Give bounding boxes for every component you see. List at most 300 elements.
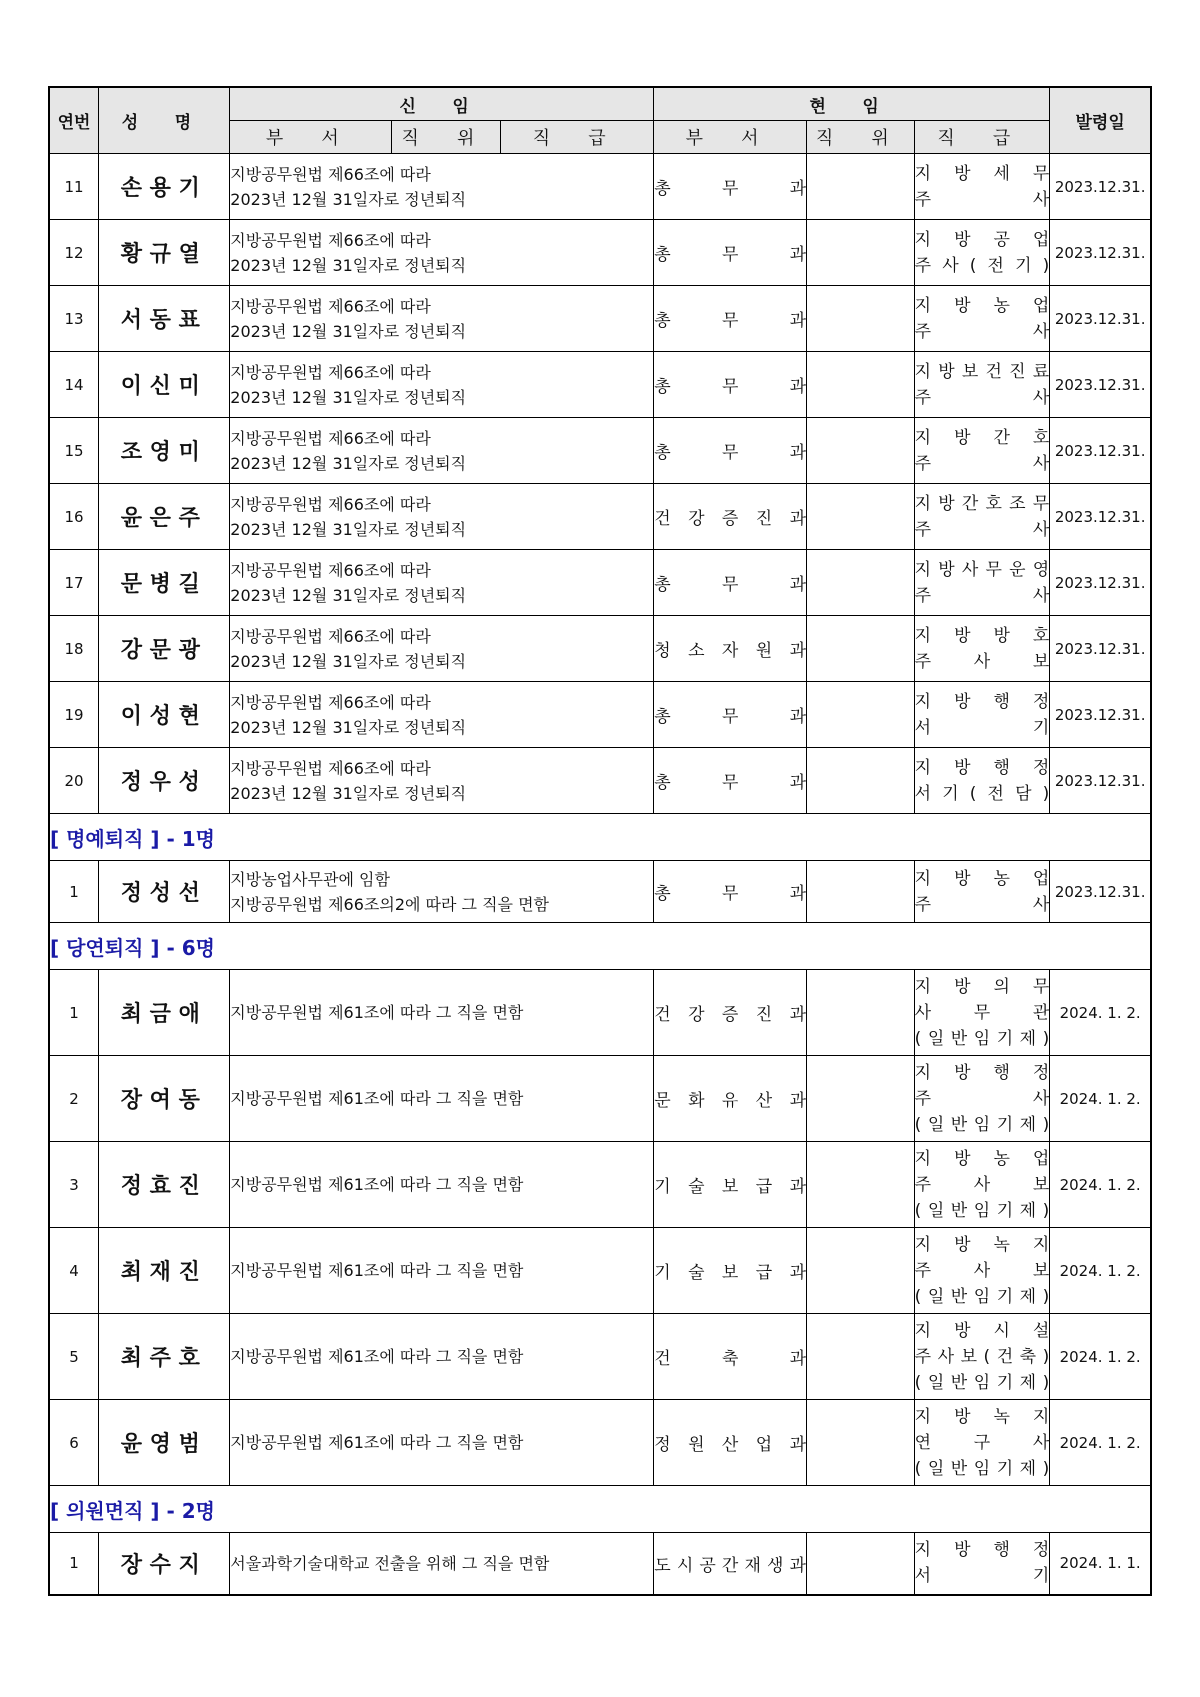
char: 주 — [914, 189, 932, 210]
char: 일 — [927, 1200, 945, 1221]
row-number: 19 — [49, 682, 99, 748]
char: 과 — [789, 1091, 807, 1111]
order-date: 2023.12.31. — [1050, 861, 1151, 923]
char: 사 — [937, 1346, 955, 1367]
char: 과 — [789, 641, 807, 661]
char: 일 — [927, 1114, 945, 1135]
char: 지 — [914, 163, 932, 184]
char: 사 — [1032, 519, 1050, 540]
current-position — [807, 970, 915, 1056]
char: 무 — [721, 377, 739, 397]
char: 증 — [721, 509, 739, 529]
char: 건 — [654, 1349, 671, 1369]
char: ) — [1042, 255, 1050, 276]
char: 임 — [973, 1114, 991, 1135]
order-date: 2024. 1. 2. — [1050, 1314, 1151, 1400]
char: 총 — [654, 245, 671, 265]
char: ( — [914, 1028, 922, 1049]
current-dept — [654, 1228, 807, 1314]
char: 반 — [950, 1286, 968, 1307]
char: 방 — [954, 295, 971, 316]
reason-line-1: 지방공무원법 제66조에 따라 — [230, 428, 431, 448]
current-grade — [914, 352, 1050, 418]
char: 총 — [654, 179, 671, 199]
char: 업 — [1032, 868, 1050, 889]
current-grade — [914, 1056, 1050, 1142]
char: 정 — [1032, 691, 1050, 712]
header-new-dept: 부 서 — [230, 121, 391, 154]
char: 방 — [954, 868, 971, 889]
char: 방 — [954, 1148, 971, 1169]
char: 과 — [789, 377, 807, 397]
char: 자 — [721, 641, 739, 661]
reason-line-2: 2023년 12월 31일자로 정년퇴직 — [230, 651, 467, 671]
current-position — [807, 861, 915, 923]
person-name: 윤은주 — [99, 484, 230, 550]
char: 보 — [1032, 651, 1050, 672]
char: 조 — [1009, 493, 1026, 514]
char: 과 — [789, 1263, 807, 1283]
char: 간 — [993, 427, 1010, 448]
char: 유 — [721, 1091, 739, 1111]
char: 기 — [942, 783, 959, 804]
char: 총 — [654, 377, 671, 397]
reason-line-1: 지방공무원법 제66조에 따라 — [230, 560, 431, 580]
char: 급 — [755, 1177, 773, 1197]
char: ) — [1042, 1346, 1050, 1367]
new-appointment-reason — [230, 970, 654, 1056]
new-appointment-reason — [230, 220, 654, 286]
char: 사 — [1032, 585, 1050, 606]
char: ) — [1042, 1286, 1050, 1307]
char: ( — [914, 1458, 922, 1479]
header-current-position: 직 위 — [807, 121, 915, 154]
char: 지 — [914, 625, 932, 646]
person-name: 이신미 — [99, 352, 230, 418]
char: 과 — [789, 707, 807, 727]
char: 방 — [938, 493, 955, 514]
current-grade — [914, 418, 1050, 484]
reason-line-1: 지방공무원법 제61조에 따라 그 직을 면함 — [230, 1175, 524, 1194]
char: ) — [1042, 1458, 1050, 1479]
char: 진 — [755, 1005, 773, 1025]
new-appointment-reason — [230, 352, 654, 418]
reason-line-1: 지방공무원법 제61조에 따라 그 직을 면함 — [230, 1347, 524, 1366]
order-date: 2024. 1. 2. — [1050, 970, 1151, 1056]
reason-line-2: 2023년 12월 31일자로 정년퇴직 — [230, 387, 467, 407]
person-name: 최주호 — [99, 1314, 230, 1400]
reason-line-2: 2023년 12월 31일자로 정년퇴직 — [230, 321, 467, 341]
current-position — [807, 550, 915, 616]
reason-line-1: 지방공무원법 제61조에 따라 그 직을 면함 — [230, 1089, 524, 1108]
char: 주 — [914, 894, 932, 915]
char: 과 — [789, 773, 807, 793]
char: 지 — [914, 361, 932, 382]
char: 방 — [954, 229, 971, 250]
char: 일 — [927, 1028, 945, 1049]
reason-line-2: 2023년 12월 31일자로 정년퇴직 — [230, 519, 467, 539]
current-dept — [654, 1142, 807, 1228]
char: 지 — [914, 757, 932, 778]
order-date: 2023.12.31. — [1050, 220, 1151, 286]
char: 기 — [996, 1372, 1014, 1393]
table-row — [49, 861, 1151, 923]
char: 산 — [755, 1091, 773, 1111]
new-appointment-reason — [230, 550, 654, 616]
char: 사 — [961, 559, 979, 580]
char: 주 — [914, 453, 932, 474]
reason-line-1: 지방공무원법 제61조에 따라 그 직을 면함 — [230, 1433, 524, 1452]
new-appointment-reason — [230, 484, 654, 550]
char: 주 — [914, 1088, 932, 1109]
current-dept — [654, 1056, 807, 1142]
char: 사 — [914, 1002, 932, 1023]
row-number: 3 — [49, 1142, 99, 1228]
row-number: 5 — [49, 1314, 99, 1400]
current-position — [807, 682, 915, 748]
char: ( — [914, 1114, 922, 1135]
char: 과 — [789, 1005, 807, 1025]
char: 반 — [950, 1458, 968, 1479]
current-grade — [914, 1314, 1050, 1400]
char: 시 — [676, 1555, 694, 1576]
char: 임 — [973, 1458, 991, 1479]
char: 기 — [1032, 1566, 1050, 1587]
table-row — [49, 550, 1151, 616]
new-appointment-reason — [230, 418, 654, 484]
char: 과 — [789, 509, 807, 529]
char: 녹 — [993, 1234, 1010, 1255]
char: 반 — [950, 1200, 968, 1221]
current-position — [807, 616, 915, 682]
char: ( — [983, 1346, 991, 1367]
table-row — [49, 1056, 1151, 1142]
char: 총 — [654, 773, 671, 793]
person-name: 손용기 — [99, 154, 230, 220]
person-name: 강문광 — [99, 616, 230, 682]
person-name: 황규열 — [99, 220, 230, 286]
char: ( — [969, 783, 977, 804]
char: 지 — [914, 1234, 932, 1255]
char: 사 — [1032, 894, 1050, 915]
current-position — [807, 220, 915, 286]
char: 기 — [996, 1286, 1014, 1307]
char: 업 — [755, 1435, 773, 1455]
char: 총 — [654, 311, 671, 331]
char: 도 — [654, 1555, 671, 1576]
char: 방 — [938, 559, 955, 580]
reason-line-2: 2023년 12월 31일자로 정년퇴직 — [230, 783, 467, 803]
char: 사 — [1032, 387, 1050, 408]
char: 운 — [1009, 559, 1026, 580]
person-name: 최금애 — [99, 970, 230, 1056]
order-date: 2024. 1. 2. — [1050, 1400, 1151, 1486]
person-name: 장여동 — [99, 1056, 230, 1142]
char: 담 — [1015, 783, 1032, 804]
char: ) — [1042, 1200, 1050, 1221]
char: 방 — [954, 1234, 971, 1255]
char: 무 — [721, 311, 739, 331]
char: 기 — [996, 1114, 1014, 1135]
table-row — [49, 1142, 1151, 1228]
row-number: 12 — [49, 220, 99, 286]
char: ) — [1042, 1028, 1050, 1049]
header-current-grade: 직 급 — [914, 121, 1050, 154]
char: 주 — [914, 585, 932, 606]
current-position — [807, 1142, 915, 1228]
char: ) — [1042, 1372, 1050, 1393]
person-name: 정효진 — [99, 1142, 230, 1228]
char: 증 — [721, 1005, 739, 1025]
char: 지 — [914, 229, 932, 250]
table-row — [49, 1314, 1151, 1400]
current-position — [807, 154, 915, 220]
char: 영 — [1032, 559, 1050, 580]
char: 시 — [993, 1320, 1010, 1341]
table-row — [49, 352, 1151, 418]
char: 무 — [1032, 163, 1050, 184]
char: 무 — [973, 1002, 991, 1023]
char: 지 — [914, 1062, 932, 1083]
reason-line-2: 2023년 12월 31일자로 정년퇴직 — [230, 585, 467, 605]
char: 의 — [993, 976, 1010, 997]
char: 건 — [985, 361, 1002, 382]
char: 주 — [914, 651, 932, 672]
char: 지 — [1032, 1406, 1050, 1427]
char: 제 — [1019, 1114, 1037, 1135]
order-date: 2023.12.31. — [1050, 550, 1151, 616]
person-name: 조영미 — [99, 418, 230, 484]
char: 지 — [914, 691, 932, 712]
row-number: 18 — [49, 616, 99, 682]
new-appointment-reason — [230, 154, 654, 220]
char: 업 — [1032, 229, 1050, 250]
char: 주 — [914, 1260, 932, 1281]
char: 방 — [938, 361, 955, 382]
current-grade — [914, 1142, 1050, 1228]
table-body — [49, 154, 1151, 1595]
char: 무 — [721, 884, 739, 904]
char: 진 — [1009, 361, 1026, 382]
char: 축 — [721, 1349, 739, 1369]
table-row — [49, 616, 1151, 682]
row-number: 17 — [49, 550, 99, 616]
char: 지 — [914, 427, 932, 448]
char: ( — [914, 1286, 922, 1307]
current-position — [807, 1314, 915, 1400]
row-number: 2 — [49, 1056, 99, 1142]
table-row — [49, 418, 1151, 484]
new-appointment-reason — [230, 682, 654, 748]
table-row — [49, 748, 1151, 814]
char: 서 — [914, 1566, 932, 1587]
person-name: 윤영범 — [99, 1400, 230, 1486]
char: 사 — [973, 1260, 991, 1281]
header-no: 연번 — [49, 87, 99, 154]
current-dept — [654, 748, 807, 814]
char: 공 — [993, 229, 1010, 250]
char: 반 — [950, 1028, 968, 1049]
char: 사 — [973, 651, 991, 672]
reason-line-1: 지방공무원법 제66조에 따라 — [230, 164, 431, 184]
char: 업 — [1032, 1148, 1050, 1169]
table-row — [49, 484, 1151, 550]
char: 지 — [914, 1148, 932, 1169]
char: 임 — [973, 1200, 991, 1221]
char: 방 — [954, 1540, 971, 1561]
person-name: 정우성 — [99, 748, 230, 814]
person-name: 정성선 — [99, 861, 230, 923]
char: 과 — [789, 575, 807, 595]
char: 총 — [654, 884, 671, 904]
char: 반 — [950, 1114, 968, 1135]
char: 총 — [654, 707, 671, 727]
current-position — [807, 748, 915, 814]
new-appointment-reason — [230, 1533, 654, 1595]
char: 일 — [927, 1286, 945, 1307]
personnel-order-table — [48, 86, 1152, 1596]
reason-line-2: 2023년 12월 31일자로 정년퇴직 — [230, 189, 467, 209]
char: 무 — [721, 443, 739, 463]
order-date: 2023.12.31. — [1050, 616, 1151, 682]
char: 기 — [996, 1458, 1014, 1479]
char: 방 — [954, 625, 971, 646]
section-title: [ 의원면직 ] - 2명 — [49, 1486, 1151, 1533]
char: 전 — [987, 783, 1004, 804]
order-date: 2024. 1. 1. — [1050, 1533, 1151, 1595]
reason-line-2: 지방공무원법 제66조의2에 따라 그 직을 면함 — [230, 894, 550, 914]
char: 원 — [688, 1435, 705, 1455]
current-dept — [654, 1314, 807, 1400]
header-current-dept: 부 서 — [654, 121, 807, 154]
char: 행 — [993, 1062, 1010, 1083]
current-position — [807, 418, 915, 484]
char: 무 — [985, 559, 1002, 580]
current-grade — [914, 484, 1050, 550]
reason-line-2: 2023년 12월 31일자로 정년퇴직 — [230, 255, 467, 275]
char: 총 — [654, 575, 671, 595]
new-appointment-reason — [230, 1228, 654, 1314]
current-dept — [654, 861, 807, 923]
char: 방 — [954, 1062, 971, 1083]
char: 무 — [721, 707, 739, 727]
current-position — [807, 352, 915, 418]
char: 정 — [654, 1435, 671, 1455]
current-grade — [914, 748, 1050, 814]
char: 사 — [1032, 1432, 1050, 1453]
char: 방 — [954, 757, 971, 778]
table-row — [49, 1533, 1151, 1595]
table-row — [49, 220, 1151, 286]
char: 전 — [987, 255, 1004, 276]
char: ( — [914, 1372, 922, 1393]
char: 기 — [1015, 255, 1032, 276]
char: 방 — [954, 1320, 971, 1341]
char: 설 — [1032, 1320, 1050, 1341]
table-row — [49, 1400, 1151, 1486]
current-position — [807, 1400, 915, 1486]
reason-line-1: 지방공무원법 제66조에 따라 — [230, 230, 431, 250]
char: 제 — [1019, 1286, 1037, 1307]
char: 공 — [699, 1555, 716, 1576]
new-appointment-reason — [230, 1314, 654, 1400]
char: ( — [969, 255, 977, 276]
current-dept — [654, 682, 807, 748]
order-date: 2023.12.31. — [1050, 748, 1151, 814]
char: 주 — [914, 1346, 932, 1367]
char: 무 — [1032, 493, 1050, 514]
current-grade — [914, 970, 1050, 1056]
table-row — [49, 286, 1151, 352]
person-name: 서동표 — [99, 286, 230, 352]
char: 지 — [914, 559, 932, 580]
person-name: 문병길 — [99, 550, 230, 616]
char: 지 — [914, 295, 932, 316]
char: 보 — [961, 361, 979, 382]
current-dept — [654, 352, 807, 418]
char: 서 — [914, 783, 932, 804]
char: 호 — [1032, 427, 1050, 448]
char: 무 — [1032, 976, 1050, 997]
char: 생 — [767, 1555, 784, 1576]
row-number: 6 — [49, 1400, 99, 1486]
order-date: 2023.12.31. — [1050, 484, 1151, 550]
char: 사 — [1032, 189, 1050, 210]
new-appointment-reason — [230, 286, 654, 352]
row-number: 11 — [49, 154, 99, 220]
row-number: 14 — [49, 352, 99, 418]
char: 제 — [1019, 1458, 1037, 1479]
char: ( — [914, 1200, 922, 1221]
current-grade — [914, 286, 1050, 352]
current-grade — [914, 616, 1050, 682]
char: 제 — [1019, 1200, 1037, 1221]
reason-line-1: 지방농업사무관에 임함 — [230, 869, 390, 889]
reason-line-2: 2023년 12월 31일자로 정년퇴직 — [230, 717, 467, 737]
new-appointment-reason — [230, 861, 654, 923]
current-grade — [914, 1400, 1050, 1486]
char: 진 — [755, 509, 773, 529]
table-row — [49, 154, 1151, 220]
char: 기 — [996, 1028, 1014, 1049]
char: 주 — [914, 255, 932, 276]
row-number: 4 — [49, 1228, 99, 1314]
current-dept — [654, 616, 807, 682]
char: 농 — [993, 1148, 1010, 1169]
char: 과 — [789, 1349, 807, 1369]
current-grade — [914, 220, 1050, 286]
header-name: 성 명 — [99, 87, 230, 154]
char: 사 — [973, 1174, 991, 1195]
char: 방 — [954, 976, 971, 997]
reason-line-1: 지방공무원법 제66조에 따라 — [230, 626, 431, 646]
section-title: [ 당연퇴직 ] - 6명 — [49, 923, 1151, 970]
row-number: 1 — [49, 1533, 99, 1595]
current-dept — [654, 220, 807, 286]
person-name: 장수지 — [99, 1533, 230, 1595]
table-row — [49, 970, 1151, 1056]
char: 방 — [993, 625, 1010, 646]
new-appointment-reason — [230, 1056, 654, 1142]
current-dept — [654, 550, 807, 616]
char: 사 — [1032, 453, 1050, 474]
char: 기 — [996, 1200, 1014, 1221]
char: 지 — [914, 1320, 932, 1341]
current-dept — [654, 1400, 807, 1486]
row-number: 1 — [49, 861, 99, 923]
char: 사 — [1032, 1088, 1050, 1109]
char: 기 — [654, 1263, 671, 1283]
